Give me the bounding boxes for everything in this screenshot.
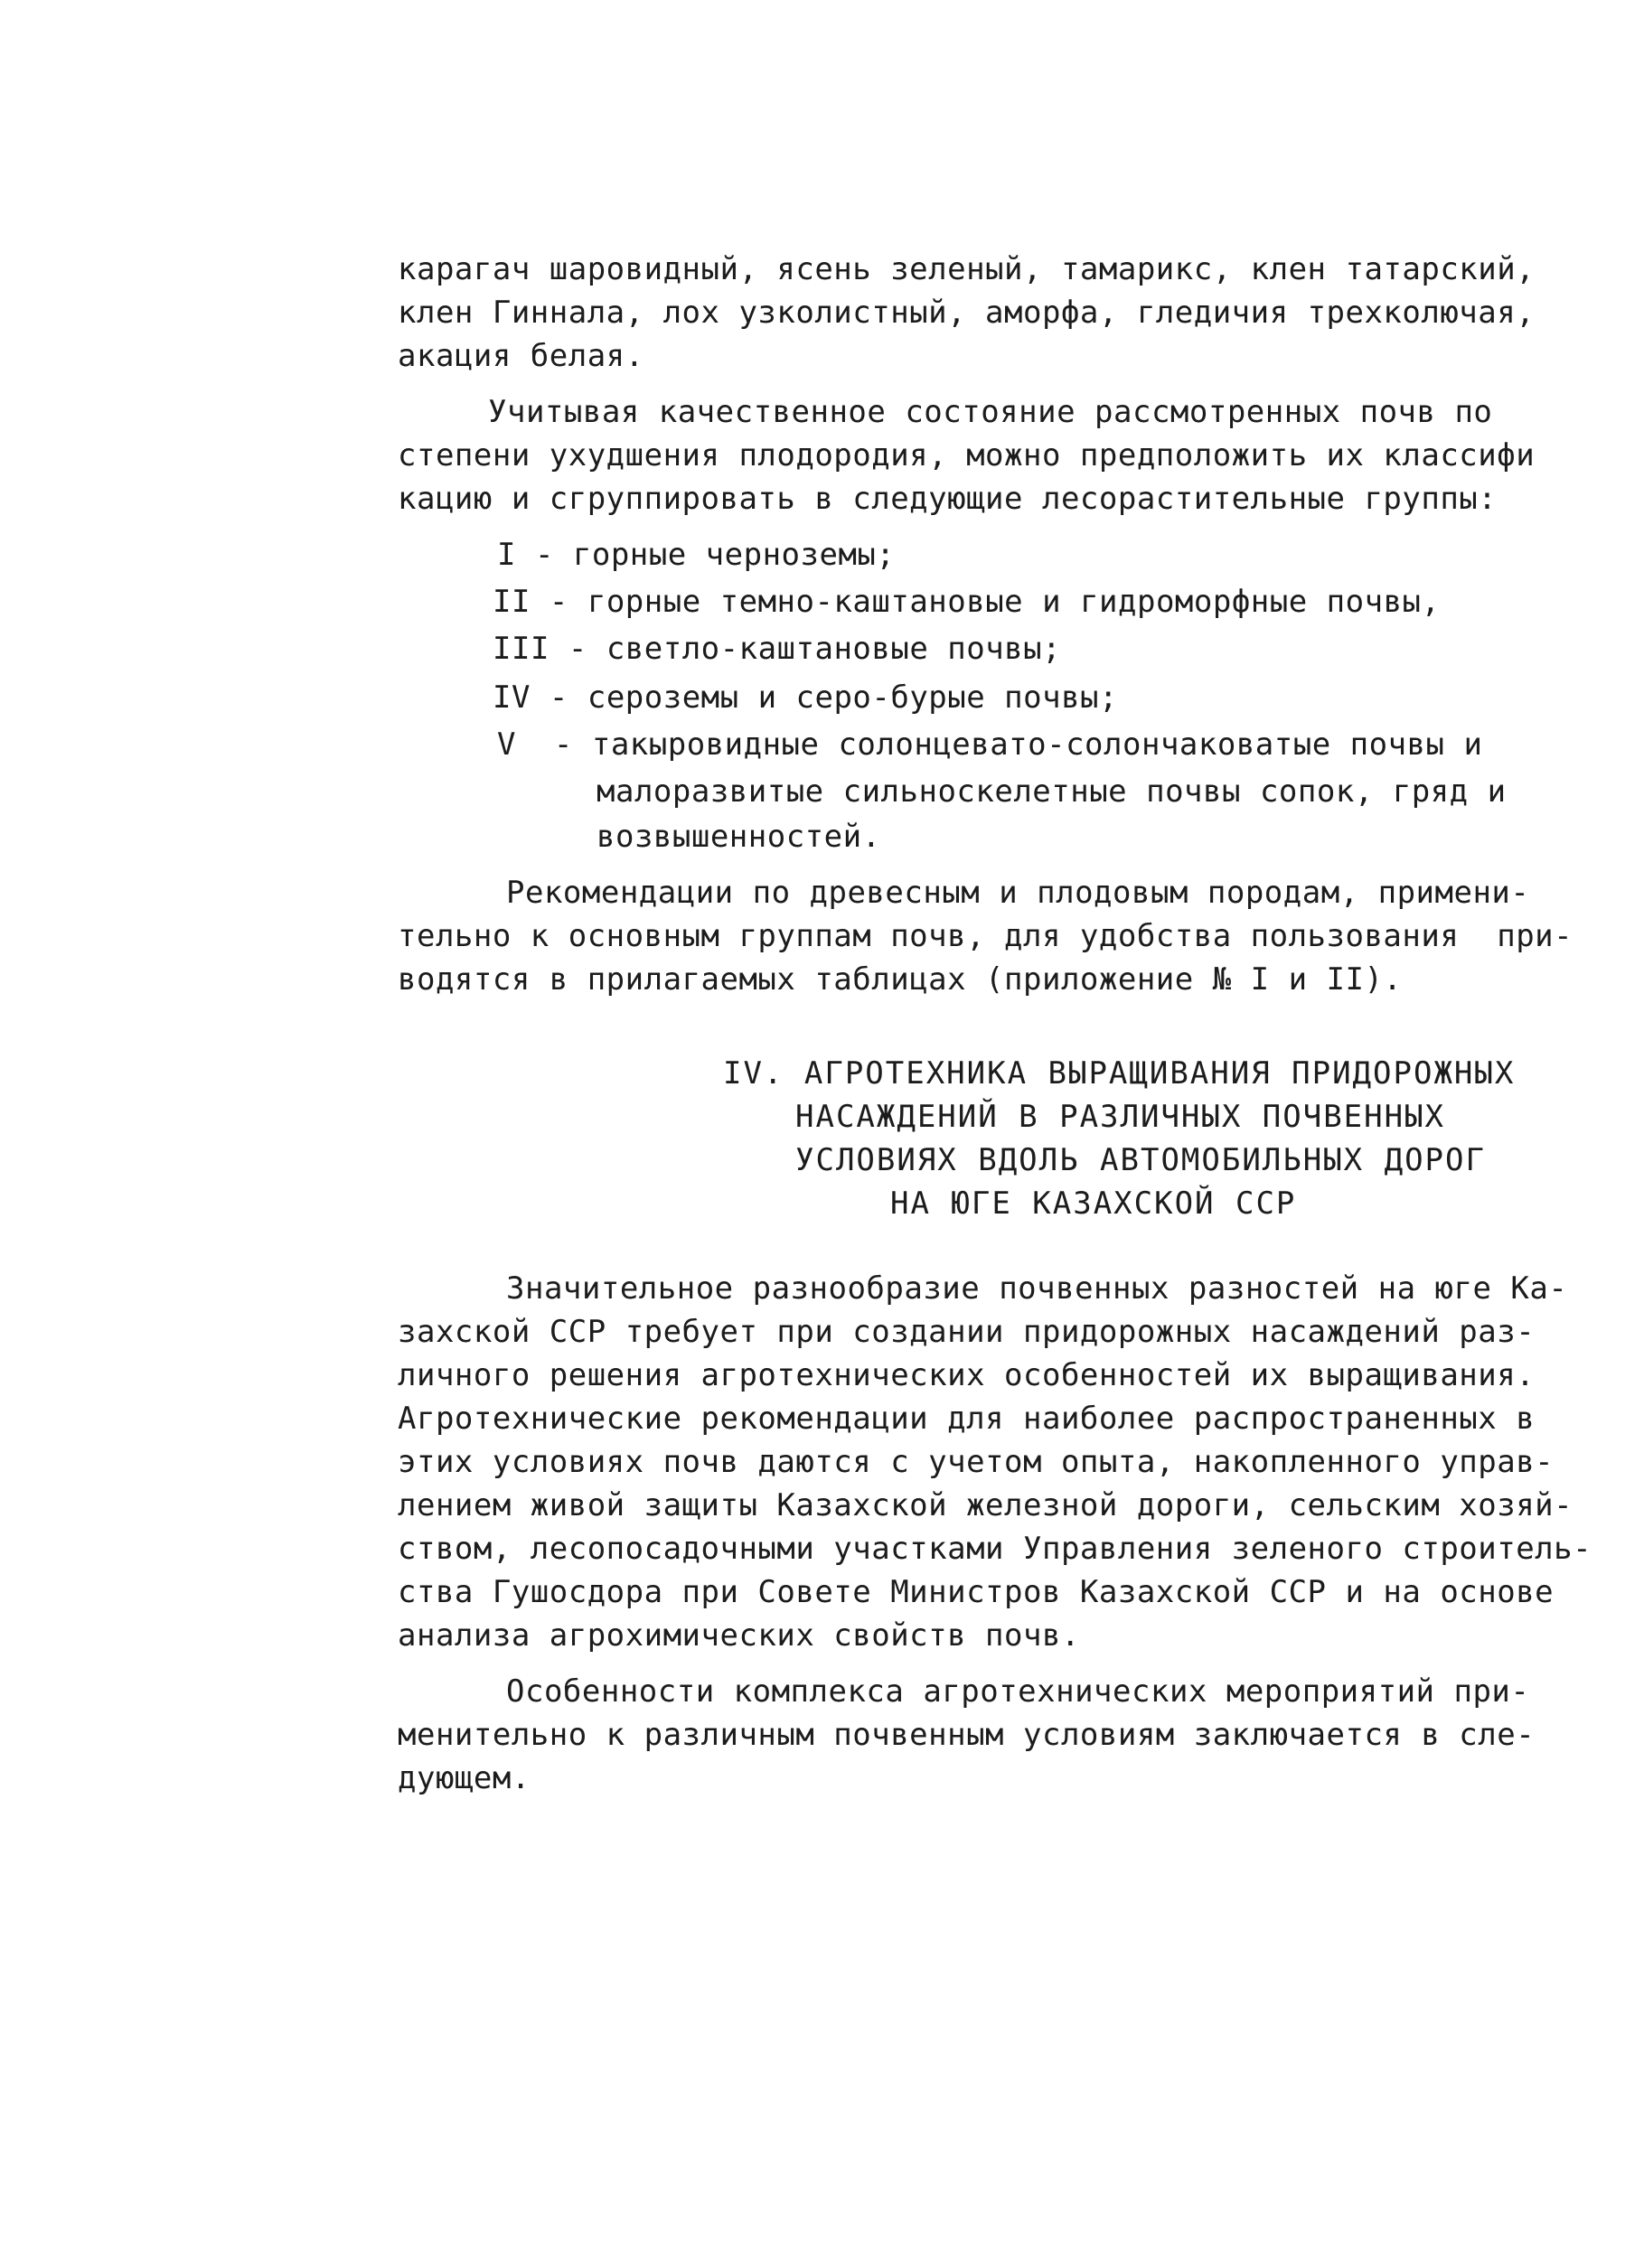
group-item-5-end: возвышенностей. [597, 819, 881, 855]
group-item-5-continued: малоразвитые сильноскелетные почвы сопок, гряд и [597, 773, 1507, 810]
paragraph-4-line-4: Агротехнические рекомендации для наиболее распространенных в [398, 1401, 1536, 1437]
paragraph-4-line-2: захской ССР требует при создании придорожных насаждений раз- [398, 1314, 1536, 1350]
paragraph-2-line-3: кацию и сгруппировать в следующие лесорастительные группы: [398, 481, 1498, 517]
section-heading-line-2: НАСАЖДЕНИЙ В РАЗЛИЧНЫХ ПОЧВЕННЫХ [795, 1099, 1446, 1135]
group-item-4: IV - сероземы и серо-бурые почвы; [493, 679, 1119, 716]
group-item-1: I - горные черноземы; [497, 537, 896, 573]
paragraph-3-line-1: Рекомендации по древесным и плодовым породам, примени- [506, 875, 1530, 911]
paragraph-4-line-6: лением живой защиты Казахской железной дороги, сельским хозяй- [398, 1487, 1574, 1523]
paragraph-4-line-7: ством, лесопосадочными участками Управления зеленого строитель- [398, 1531, 1592, 1567]
paragraph-4-line-5: этих условиях почв даются с учетом опыта, накопленного управ- [398, 1444, 1555, 1480]
group-item-3: III - светло-каштановые почвы; [493, 631, 1062, 667]
paragraph-2-line-2: степени ухудшения плодородия, можно предположить их классифи [398, 437, 1536, 473]
group-item-5: V - такыровидные солонцевато-солончаковатые почвы и [497, 726, 1483, 763]
paragraph-4-line-1: Значительное разнообразие почвенных разностей на юге Ка- [506, 1270, 1568, 1307]
section-heading-line-1: IV. АГРОТЕХНИКА ВЫРАЩИВАНИЯ ПРИДОРОЖНЫХ [723, 1055, 1516, 1092]
paragraph-4-line-8: ства Гушосдора при Совете Министров Казахской ССР и на основе [398, 1574, 1555, 1610]
paragraph-5-line-2: менительно к различным почвенным условиям заключается в сле- [398, 1717, 1536, 1753]
paragraph-5-line-1: Особенности комплекса агротехнических мероприятий при- [506, 1673, 1530, 1710]
paragraph-3-line-3: водятся в прилагаемых таблицах (приложение № I и II). [398, 961, 1403, 998]
paragraph-4-line-3: личного решения агротехнических особенностей их выращивания. [398, 1357, 1536, 1393]
section-heading-line-3: УСЛОВИЯХ ВДОЛЬ АВТОМОБИЛЬНЫХ ДОРОГ [795, 1142, 1486, 1178]
paragraph-2-line-1: Учитывая качественное состояние рассмотренных почв по [488, 394, 1493, 430]
paragraph-4-line-9: анализа агрохимических свойств почв. [398, 1617, 1080, 1654]
paragraph-3-line-2: тельно к основным группам почв, для удобства пользования при- [398, 918, 1574, 954]
paragraph-5-line-3: дующем. [398, 1760, 531, 1796]
group-item-2: II - горные темно-каштановые и гидроморфные почвы, [493, 584, 1441, 620]
paragraph-1-line-3: акация белая. [398, 338, 644, 374]
paragraph-1-line-2: клен Гиннала, лох узколистный, аморфа, гледичия трехколючая, [398, 295, 1536, 331]
section-heading-line-4: НА ЮГЕ КАЗАХСКОЙ ССР [890, 1186, 1297, 1222]
paragraph-1-line-1: карагач шаровидный, ясень зеленый, тамарикс, клен татарский, [398, 251, 1536, 287]
